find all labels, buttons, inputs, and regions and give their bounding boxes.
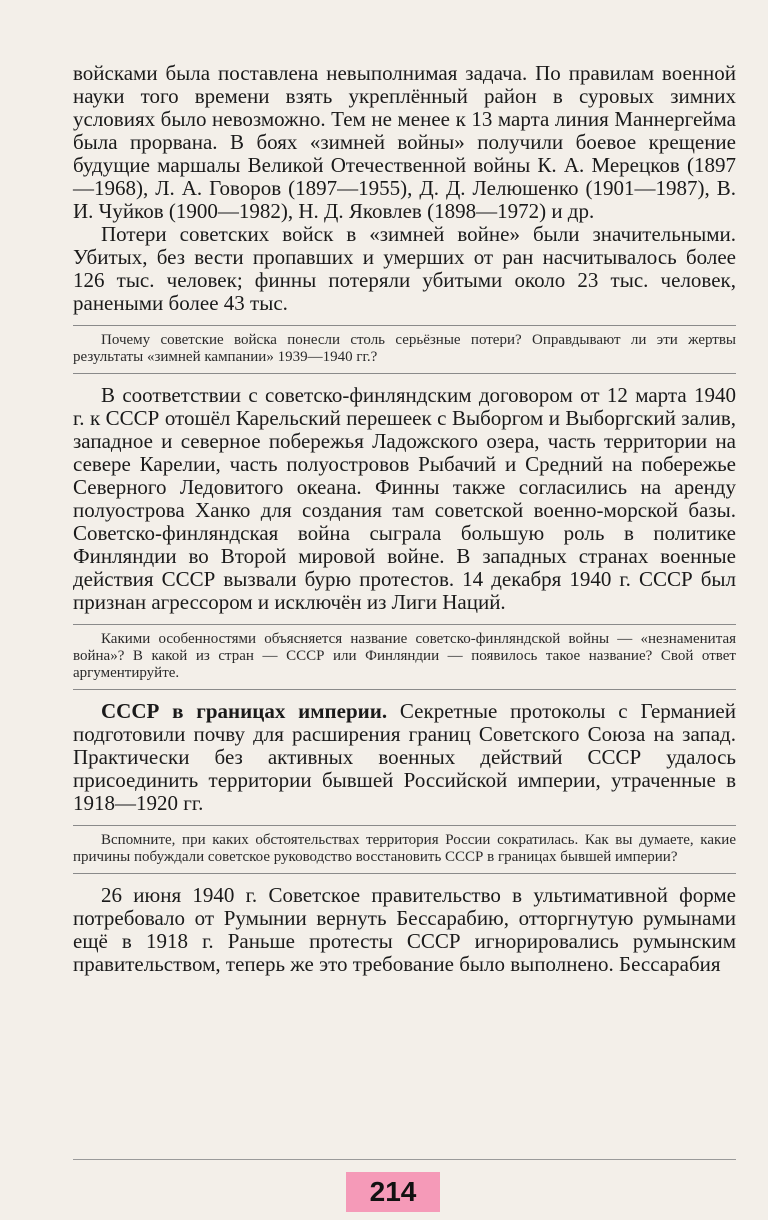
footer-divider	[73, 1159, 736, 1160]
page-number-badge: 214	[346, 1172, 440, 1212]
paragraph-bessarabia: 26 июня 1940 г. Советское правительство в ультимативной форме потребовало от Румынии вернуть Бессарабию, отторгнутую румынами ещё в 1918 г. Раньше протесты СССР игнорировались румынским правительством, теперь же это требование было выполнено. Бессарабия	[73, 883, 736, 976]
paragraph-empire-borders	[73, 700, 736, 815]
question-box-losses: Почему советские войска понесли столь серьёзные потери? Оправдывают ли эти жертвы результаты «зимней кампании» 1939—1940 гг.?	[73, 332, 736, 365]
section-heading: СССР в границах империи.	[101, 699, 388, 723]
section-body: Секретные протоколы с Германией подготовили почву для расширения границ Советского Союза на запад. Практически без активных военных действий СССР удалось присоединить территории бывшей Российской империи, утраченные в 1918—1920 гг.	[73, 699, 736, 815]
page-content	[73, 62, 736, 976]
question-box-territory: Вспомните, при каких обстоятельствах территория России сократилась. Как вы думаете, какие причины побуждали советское руководство восстановить СССР в границах бывшей империи?	[73, 832, 736, 865]
question-box-unknown-war: Какими особенностями объясняется название советско-финляндской войны — «незнаменитая война»? В какой из стран — СССР или Финляндии — появилось такое название? Свой ответ аргументируйте.	[73, 631, 736, 681]
paragraph-peace-treaty: В соответствии с советско-финляндским договором от 12 марта 1940 г. к СССР отошёл Карельский перешеек с Выборгом и Выборгский залив, западное и северное побережья Ладожского озера, часть территории на севере Карелии, часть полуостровов Рыбачий и Средний на побережье Северного Ледовитого океана. Финны также согласились на аренду полуострова Ханко для создания там советской военно-морской базы. Советско-финляндская война сыграла большую роль в политике Финляндии во Второй мировой войне. В западных странах военные действия СССР вызвали бурю протестов. 14 декабря 1940 г. СССР был признан агрессором и исключён из Лиги Наций.	[73, 383, 736, 614]
paragraph-losses: Потери советских войск в «зимней войне» были значительными. Убитых, без вести пропавших и умерших от ран насчитывалось более 126 тыс. человек; финны потеряли убитыми около 23 тыс. человек, ранеными более 43 тыс.	[73, 222, 736, 315]
paragraph-winter-war-commanders: войсками была поставлена невыполнимая задача. По правилам военной науки того времени взять укреплённый район в суровых зимних условиях было невозможно. Тем не менее к 13 марта линия Маннергейма была прорвана. В боях «зимней войны» получили боевое крещение будущие маршалы Великой Отечественной войны К. А. Мерецков (1897—1968), Л. А. Говоров (1897—1955), Д. Д. Лелюшенко (1901—1987), В. И. Чуйков (1900—1982), Н. Д. Яковлев (1898—1972) и др.	[73, 61, 736, 223]
